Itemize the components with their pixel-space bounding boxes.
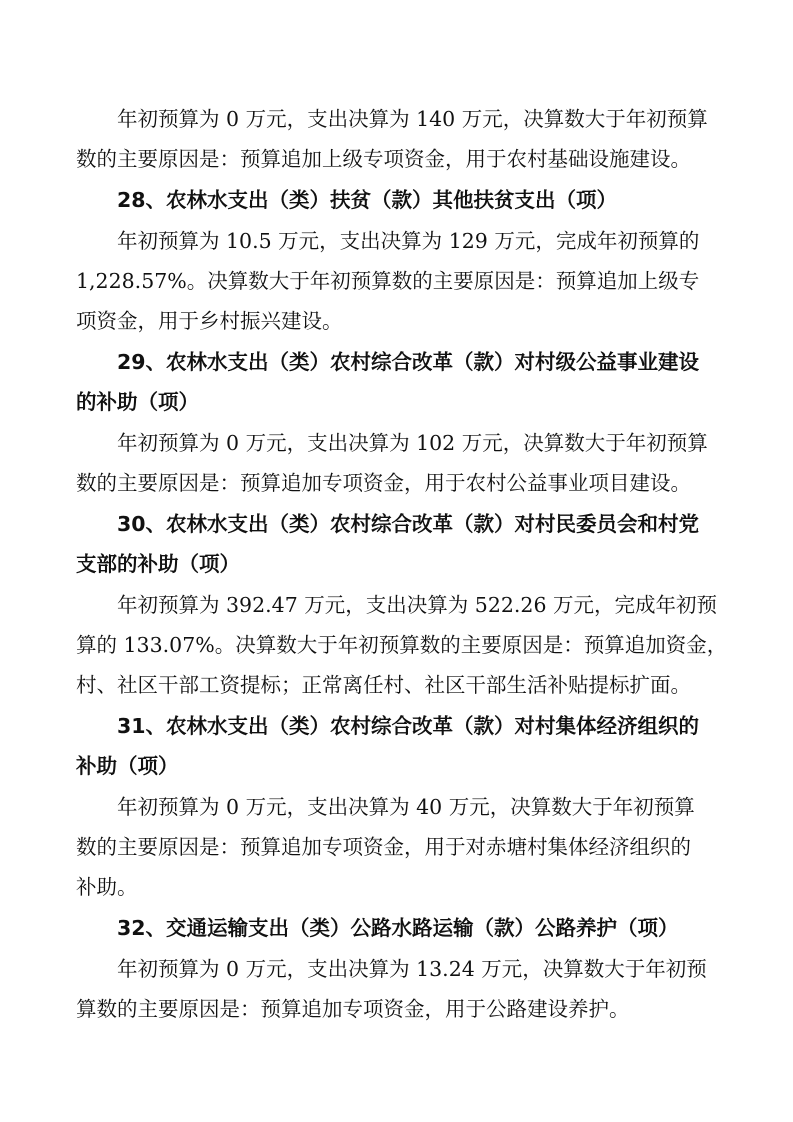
body-text-line: 年初预算为 0 万元，支出决算为 40 万元，决算数大于年初预算 xyxy=(117,795,695,819)
body-text-line: 年初预算为 0 万元，支出决算为 140 万元，决算数大于年初预算 xyxy=(117,107,708,131)
body-text-line: 算数的主要原因是：预算追加专项资金，用于公路建设养护。 xyxy=(76,997,630,1021)
body-text-line: 数的主要原因是：预算追加专项资金，用于对赤塘村集体经济组织的 xyxy=(76,835,691,859)
section-heading-31-cont: 补助（项） xyxy=(76,754,179,778)
body-text-line: 算的 133.07%。决算数大于年初预算数的主要原因是：预算追加资金， xyxy=(76,633,728,657)
body-text-line: 年初预算为 392.47 万元，支出决算为 522.26 万元，完成年初预 xyxy=(117,593,718,617)
body-text-line: 补助。 xyxy=(76,875,138,899)
body-text-line: 项资金，用于乡村振兴建设。 xyxy=(76,309,343,333)
body-text-line: 年初预算为 0 万元，支出决算为 13.24 万元，决算数大于年初预 xyxy=(117,957,707,981)
body-text-line: 年初预算为 0 万元，支出决算为 102 万元，决算数大于年初预算 xyxy=(117,431,708,455)
section-heading-32: 32、交通运输支出（类）公路水路运输（款）公路养护（项） xyxy=(117,916,679,940)
body-text-line: 村、社区干部工资提标；正常离任村、社区干部生活补贴提标扩面。 xyxy=(76,673,691,697)
body-text-line: 数的主要原因是：预算追加上级专项资金，用于农村基础设施建设。 xyxy=(76,147,691,171)
section-heading-29: 29、农林水支出（类）农村综合改革（款）对村级公益事业建设 xyxy=(117,350,700,374)
section-heading-30: 30、农林水支出（类）农村综合改革（款）对村民委员会和村党 xyxy=(117,512,700,536)
body-text-line: 年初预算为 10.5 万元，支出决算为 129 万元，完成年初预算的 xyxy=(117,229,700,253)
section-heading-29-cont: 的补助（项） xyxy=(76,390,199,414)
body-text-line: 数的主要原因是：预算追加专项资金，用于农村公益事业项目建设。 xyxy=(76,471,691,495)
section-heading-30-cont: 支部的补助（项） xyxy=(76,552,240,576)
section-heading-31: 31、农林水支出（类）农村综合改革（款）对村集体经济组织的 xyxy=(117,714,700,738)
section-heading-28: 28、农林水支出（类）扶贫（款）其他扶贫支出（项） xyxy=(117,188,618,212)
body-text-line: 1,228.57%。决算数大于年初预算数的主要原因是：预算追加上级专 xyxy=(76,269,700,293)
